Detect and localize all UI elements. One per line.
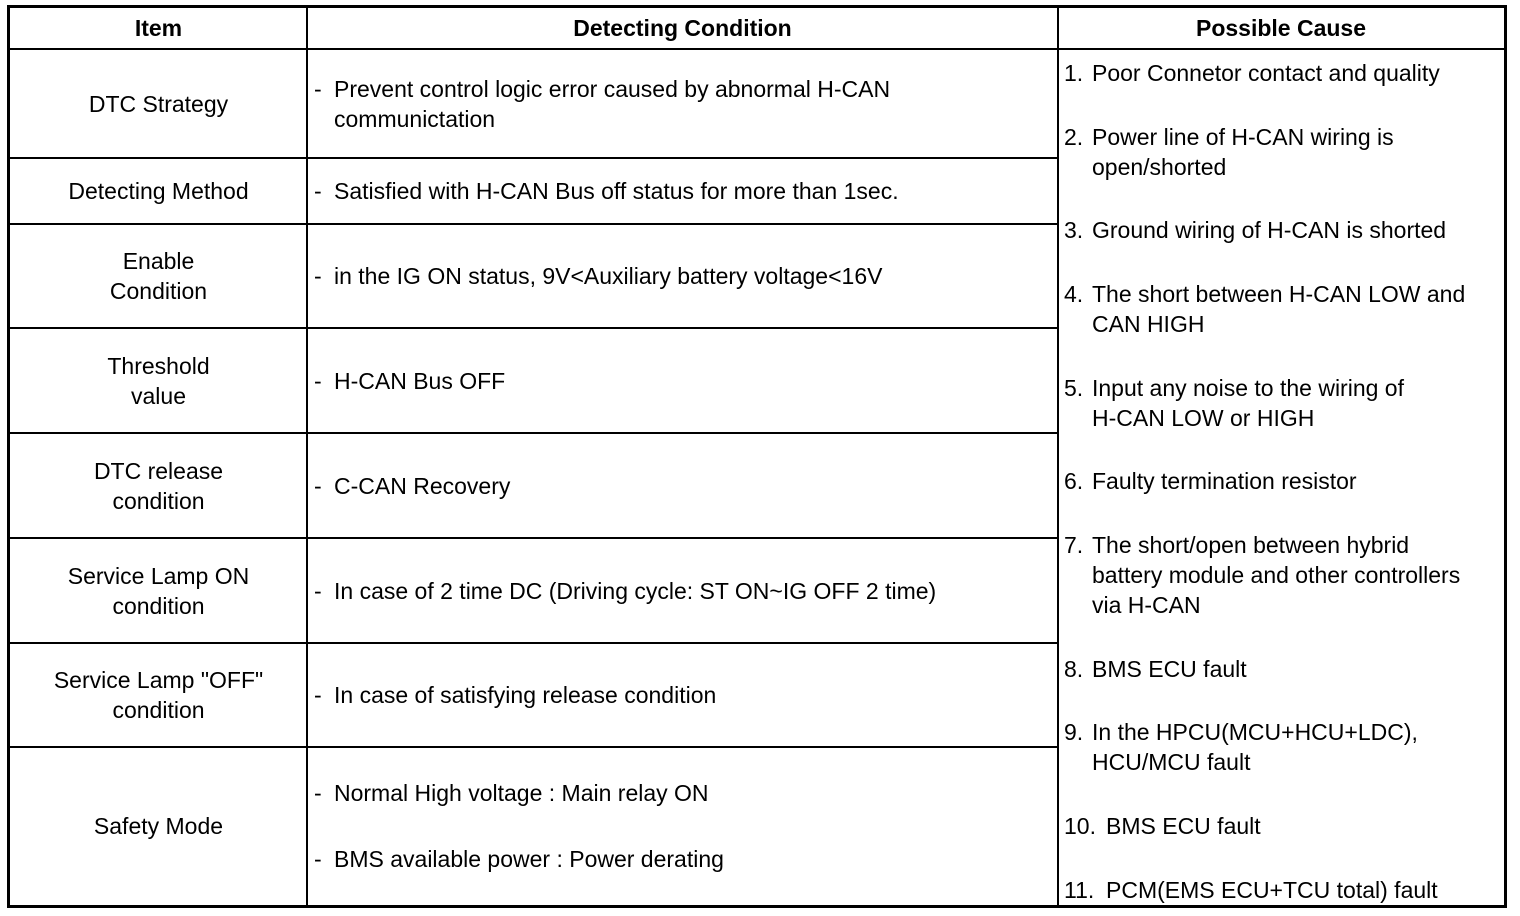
header-possible-cause: Possible Cause <box>1058 8 1504 50</box>
cause-text: BMS ECU fault <box>1106 813 1261 839</box>
condition-bullet: - <box>314 846 322 872</box>
condition-text: H-CAN Bus OFF <box>334 367 506 394</box>
row-item-detecting-method: Detecting Method <box>68 178 249 204</box>
header-detecting-condition: Detecting Condition <box>307 8 1058 50</box>
cause-text: BMS ECU fault <box>1092 656 1247 682</box>
cause-text: PCM(EMS ECU+TCU total) fault <box>1106 877 1438 903</box>
row-item-dtc-strategy: DTC Strategy <box>88 91 229 117</box>
cause-item <box>1064 58 1440 88</box>
cause-number: 11. <box>1064 877 1095 903</box>
cause-number: 8. <box>1064 656 1084 682</box>
cause-item <box>1064 215 1446 245</box>
condition-bullet: - <box>314 780 322 806</box>
condition-text: BMS available power : Power derating <box>334 846 724 872</box>
row-item-service-lamp-on: Service Lamp ON condition <box>67 562 250 619</box>
cause-number: 2. <box>1064 124 1084 150</box>
cause-number: 6. <box>1064 468 1084 494</box>
cause-item <box>1064 530 1460 620</box>
cause-text: Faulty termination resistor <box>1092 468 1357 494</box>
row-item-enable-condition: Enable Condition <box>109 248 208 304</box>
cause-item <box>1064 875 1438 905</box>
row-condition-dtc-strategy <box>308 50 1058 158</box>
cause-text: Poor Connetor contact and quality <box>1092 60 1440 86</box>
cause-number: 3. <box>1064 217 1084 243</box>
row-condition-enable-condition <box>308 224 1058 328</box>
row-item-safety-mode: Safety Mode <box>93 813 224 839</box>
cause-item <box>1064 466 1357 496</box>
condition-text: Prevent control logic error caused by abnormal H-CAN communictation <box>334 76 891 132</box>
condition-bullet: - <box>314 263 322 289</box>
cause-item <box>1064 279 1465 339</box>
cause-text: The short/open between hybrid battery module and other controllers via H-CAN <box>1092 532 1461 618</box>
row-condition-detecting-method <box>308 158 1058 224</box>
cause-text: The short between H-CAN LOW and CAN HIGH <box>1092 281 1466 337</box>
dtc-table <box>7 5 1507 908</box>
condition-bullet: - <box>314 367 322 394</box>
cause-text: Power line of H-CAN wiring is open/shorted <box>1092 124 1394 180</box>
cause-number: 1. <box>1064 60 1084 86</box>
cause-item <box>1064 654 1247 684</box>
cause-number: 10. <box>1064 813 1096 839</box>
row-condition-threshold-value <box>308 328 1058 433</box>
row-condition-dtc-release-condition <box>308 433 1058 538</box>
condition-bullet: - <box>314 472 322 499</box>
cause-text: Input any noise to the wiring of H-CAN LOW or HIGH <box>1092 375 1404 431</box>
row-condition-service-lamp-on <box>308 538 1058 643</box>
row-item-threshold-value: Threshold value <box>107 352 210 409</box>
cause-number: 9. <box>1064 719 1084 745</box>
cause-number: 7. <box>1064 532 1084 558</box>
row-item-dtc-release-condition: DTC release condition <box>93 457 224 514</box>
cause-item <box>1064 717 1418 777</box>
cause-text: In the HPCU(MCU+HCU+LDC), HCU/MCU fault <box>1092 719 1418 775</box>
cause-item <box>1064 122 1394 182</box>
condition-text: Satisfied with H-CAN Bus off status for more than 1sec. <box>334 178 899 204</box>
header-item: Item <box>10 8 307 50</box>
cause-item <box>1064 811 1261 841</box>
condition-bullet: - <box>314 178 322 204</box>
row-item-service-lamp-off: Service Lamp "OFF" condition <box>53 667 264 723</box>
cause-item <box>1064 373 1404 433</box>
condition-text: In case of satisfying release condition <box>334 682 717 708</box>
condition-bullet: - <box>314 682 322 708</box>
condition-text: C-CAN Recovery <box>334 472 511 499</box>
condition-text: Normal High voltage : Main relay ON <box>334 780 709 806</box>
row-condition-service-lamp-off <box>308 643 1058 747</box>
cause-text: Ground wiring of H-CAN is shorted <box>1092 217 1447 243</box>
condition-bullet: - <box>314 76 322 102</box>
condition-text: in the IG ON status, 9V<Auxiliary battery voltage<16V <box>334 263 883 289</box>
cause-number: 5. <box>1064 375 1084 401</box>
row-condition-safety-mode <box>308 747 1058 905</box>
condition-bullet: - <box>314 577 322 604</box>
condition-text: In case of 2 time DC (Driving cycle: ST ON~IG OFF 2 time) <box>334 577 937 604</box>
cause-number: 4. <box>1064 281 1084 307</box>
